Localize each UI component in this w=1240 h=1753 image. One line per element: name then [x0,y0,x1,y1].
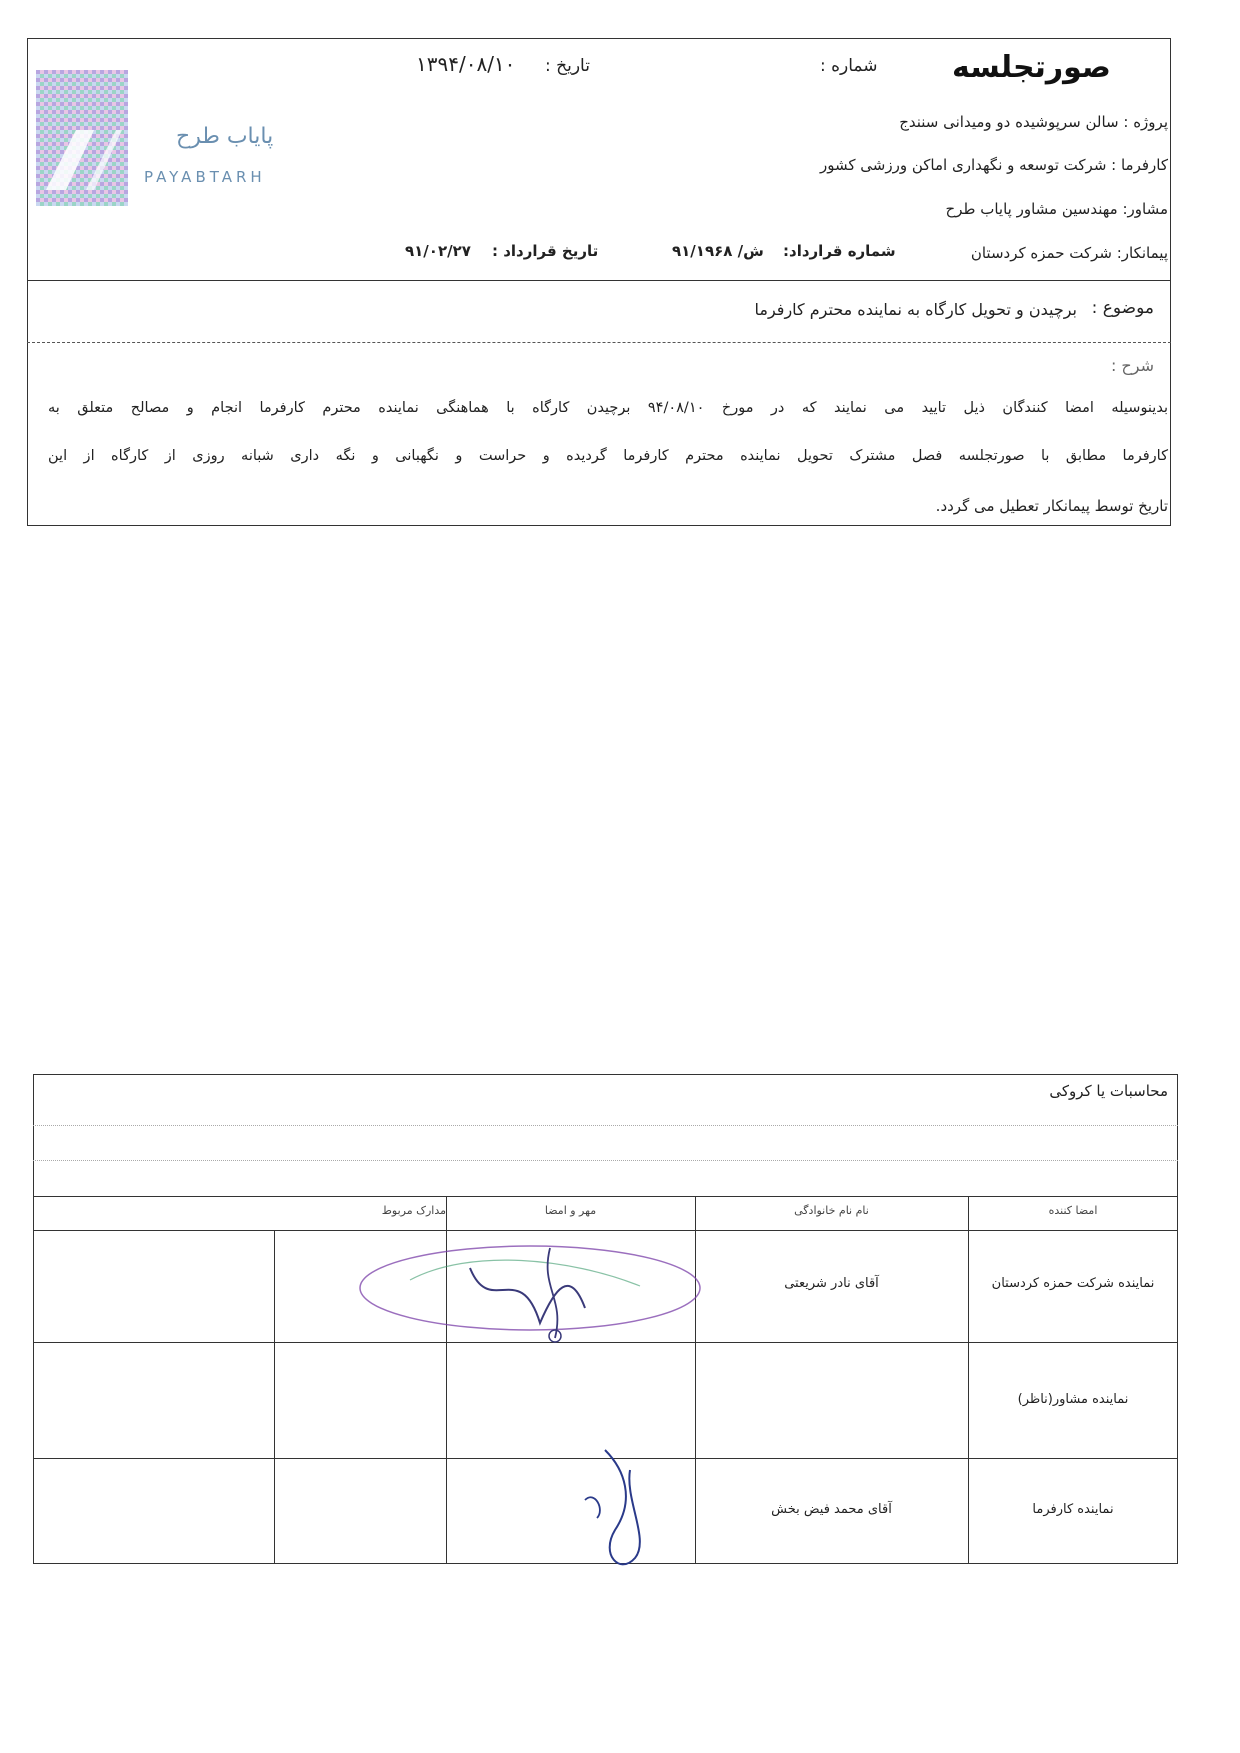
consultant-line: مشاور: مهندسین مشاور پایاب طرح [945,200,1168,218]
description-line-1: بدینوسیله امضا کنندگان ذیل تایید می نمایند که در مورخ ۹۴/۰۸/۱۰ برچیدن کارگاه با هماهنگی نماینده محترم کارفرما انجام و مصالح متعلق به [48,400,1168,416]
number-label: شماره : [820,56,878,76]
row1-name: آقای نادر شریعتی [784,1276,879,1291]
contract-number-label: شماره قرارداد: [783,242,896,260]
row2-signer: نماینده مشاور(ناظر) [1017,1392,1129,1407]
subject-label: موضوع : [1091,298,1154,318]
contract-number: ۹۱/۱۹۶۸ /ش [672,242,764,260]
logo-farsi: پایاب طرح [176,124,274,149]
employer-line: کارفرما : شرکت توسعه و نگهداری اماکن ورزشی کشور [820,156,1168,174]
header-signer: امضا کننده [1048,1204,1098,1217]
header-name: نام نام خانوادگی [794,1204,869,1217]
info-divider [27,280,1171,281]
description-line-3: تاریخ توسط پیمانکار تعطیل می گردد. [935,497,1168,515]
subject-divider [27,342,1171,343]
table-top-line [33,1196,1178,1197]
contractor-line: پیمانکار: شرکت حمزه کردستان [970,244,1168,262]
calc-dotted-1 [33,1125,1178,1126]
project-line: پروژه : سالن سرپوشیده دو ومیدانی سنندج [899,113,1168,131]
logo [36,70,298,210]
header-documents: مدارک مربوط [381,1204,446,1217]
col-divider-4 [274,1230,275,1564]
calc-label: محاسبات یا کروکی [1049,1082,1168,1100]
employer-signature-icon [575,1440,685,1580]
date-value: ۱۳۹۴/۰۸/۱۰ [416,52,516,76]
logo-mosaic-icon [36,70,128,206]
description-line-2: کارفرما مطابق با صورتجلسه فصل مشترک تحویل نماینده محترم کارفرما گردیده و حراست و نگهبانی و نگه داری شبانه روزی از کارگاه از این [48,448,1168,464]
header-stamp: مهر و امضا [544,1204,597,1217]
contract-date: ۹۱/۰۲/۲۷ [405,242,471,260]
logo-latin: PAYABTARH [144,168,266,186]
row3-name: آقای محمد فیض بخش [771,1502,892,1517]
row3-signer: نماینده کارفرما [1032,1502,1114,1517]
company-stamp-icon [350,1228,710,1348]
document-title: صورتجلسه [952,50,1111,85]
date-label: تاریخ : [545,56,590,76]
row1-signer: نماینده شرکت حمزه کردستان [991,1276,1155,1291]
description-label: شرح : [1110,356,1154,375]
calc-dotted-2 [33,1160,1178,1161]
contract-date-label: تاریخ قرارداد : [492,242,599,260]
subject-text: برچیدن و تحویل کارگاه به نماینده محترم کارفرما [754,300,1077,319]
